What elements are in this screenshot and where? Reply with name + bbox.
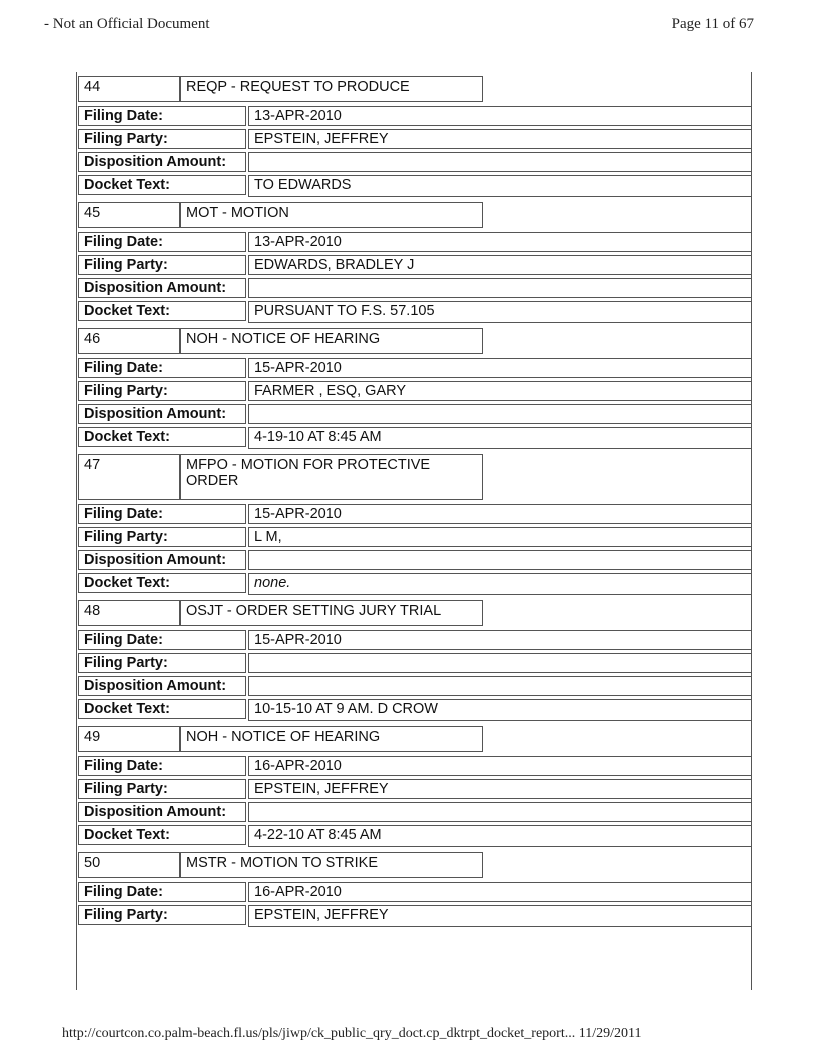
filing-date-label: Filing Date: <box>78 630 246 650</box>
disposition-amount-row <box>78 676 752 696</box>
docket-text-row <box>78 825 752 847</box>
docket-text-label: Docket Text: <box>78 573 246 593</box>
entry-type: NOH - NOTICE OF HEARING <box>180 726 483 752</box>
filing-date-value: 15-APR-2010 <box>248 630 752 650</box>
disposition-amount-label: Disposition Amount: <box>78 802 246 822</box>
docket-text-value: 4-19-10 AT 8:45 AM <box>248 427 752 449</box>
filing-party-label: Filing Party: <box>78 905 246 925</box>
filing-party-label: Filing Party: <box>78 129 246 149</box>
filing-date-value: 16-APR-2010 <box>248 882 752 902</box>
entry-number: 44 <box>78 76 180 102</box>
filing-date-label: Filing Date: <box>78 756 246 776</box>
docket-entry <box>78 726 752 847</box>
docket-entry <box>78 454 752 595</box>
entry-number: 46 <box>78 328 180 354</box>
docket-text-label: Docket Text: <box>78 427 246 447</box>
document-disclaimer: - Not an Official Document <box>44 16 210 32</box>
disposition-amount-row <box>78 152 752 172</box>
filing-date-value: 15-APR-2010 <box>248 504 752 524</box>
filing-date-row <box>78 232 752 252</box>
docket-text-row <box>78 699 752 721</box>
disposition-amount-value <box>248 278 752 298</box>
filing-date-row <box>78 630 752 650</box>
docket-text-value: 4-22-10 AT 8:45 AM <box>248 825 752 847</box>
filing-date-label: Filing Date: <box>78 882 246 902</box>
disposition-amount-label: Disposition Amount: <box>78 676 246 696</box>
filing-date-value: 13-APR-2010 <box>248 106 752 126</box>
entry-header <box>78 202 752 228</box>
disposition-amount-value <box>248 550 752 570</box>
docket-text-value: PURSUANT TO F.S. 57.105 <box>248 301 752 323</box>
docket-entry <box>78 202 752 323</box>
entry-header <box>78 76 752 102</box>
filing-date-value: 15-APR-2010 <box>248 358 752 378</box>
entry-type: OSJT - ORDER SETTING JURY TRIAL <box>180 600 483 626</box>
filing-date-label: Filing Date: <box>78 106 246 126</box>
docket-text-row <box>78 573 752 595</box>
docket-text-label: Docket Text: <box>78 699 246 719</box>
filing-party-label: Filing Party: <box>78 255 246 275</box>
filing-party-row <box>78 905 752 927</box>
entry-header <box>78 600 752 626</box>
disposition-amount-row <box>78 278 752 298</box>
filing-party-row <box>78 255 752 275</box>
entry-type: MSTR - MOTION TO STRIKE <box>180 852 483 878</box>
entry-type: MOT - MOTION <box>180 202 483 228</box>
filing-date-row <box>78 504 752 524</box>
docket-text-row <box>78 175 752 197</box>
disposition-amount-label: Disposition Amount: <box>78 152 246 172</box>
entry-number: 48 <box>78 600 180 626</box>
disposition-amount-value <box>248 802 752 822</box>
docket-entry <box>78 600 752 721</box>
docket-text-value: 10-15-10 AT 9 AM. D CROW <box>248 699 752 721</box>
filing-date-row <box>78 756 752 776</box>
entry-header <box>78 454 752 500</box>
docket-text-label: Docket Text: <box>78 175 246 195</box>
filing-date-row <box>78 882 752 902</box>
docket-text-value: none. <box>248 573 752 595</box>
docket-text-value: TO EDWARDS <box>248 175 752 197</box>
filing-date-value: 16-APR-2010 <box>248 756 752 776</box>
page-number: Page 11 of 67 <box>671 16 754 32</box>
filing-party-row <box>78 129 752 149</box>
filing-party-row <box>78 779 752 799</box>
filing-date-label: Filing Date: <box>78 504 246 524</box>
disposition-amount-value <box>248 152 752 172</box>
docket-text-label: Docket Text: <box>78 301 246 321</box>
filing-party-row <box>78 381 752 401</box>
docket-text-row <box>78 301 752 323</box>
entry-number: 47 <box>78 454 180 500</box>
filing-party-value: FARMER , ESQ, GARY <box>248 381 752 401</box>
disposition-amount-row <box>78 404 752 424</box>
filing-party-value: EPSTEIN, JEFFREY <box>248 129 752 149</box>
entry-number: 45 <box>78 202 180 228</box>
disposition-amount-value <box>248 404 752 424</box>
docket-text-row <box>78 427 752 449</box>
left-margin-rule <box>76 72 77 990</box>
filing-party-value: EPSTEIN, JEFFREY <box>248 905 752 927</box>
filing-party-label: Filing Party: <box>78 779 246 799</box>
entry-header <box>78 726 752 752</box>
filing-party-label: Filing Party: <box>78 527 246 547</box>
source-url: http://courtcon.co.palm-beach.fl.us/pls/jiwp/ck_public_qry_doct.cp_dktrpt_docket_report... 11/29/2011 <box>62 1026 642 1041</box>
filing-date-label: Filing Date: <box>78 232 246 252</box>
entry-type: NOH - NOTICE OF HEARING <box>180 328 483 354</box>
docket-entry <box>78 852 752 927</box>
filing-date-value: 13-APR-2010 <box>248 232 752 252</box>
filing-party-label: Filing Party: <box>78 381 246 401</box>
filing-party-row <box>78 653 752 673</box>
filing-party-row <box>78 527 752 547</box>
disposition-amount-value <box>248 676 752 696</box>
docket-text-label: Docket Text: <box>78 825 246 845</box>
entry-type: REQP - REQUEST TO PRODUCE <box>180 76 483 102</box>
filing-date-row <box>78 106 752 126</box>
filing-date-label: Filing Date: <box>78 358 246 378</box>
entry-header <box>78 328 752 354</box>
entry-number: 49 <box>78 726 180 752</box>
disposition-amount-row <box>78 802 752 822</box>
filing-party-value <box>248 653 752 673</box>
filing-party-value: EPSTEIN, JEFFREY <box>248 779 752 799</box>
docket-entry <box>78 76 752 197</box>
entry-number: 50 <box>78 852 180 878</box>
disposition-amount-label: Disposition Amount: <box>78 278 246 298</box>
filing-party-value: L M, <box>248 527 752 547</box>
filing-party-label: Filing Party: <box>78 653 246 673</box>
entry-header <box>78 852 752 878</box>
docket-entry <box>78 328 752 449</box>
disposition-amount-label: Disposition Amount: <box>78 404 246 424</box>
disposition-amount-label: Disposition Amount: <box>78 550 246 570</box>
docket-entries <box>78 76 752 932</box>
disposition-amount-row <box>78 550 752 570</box>
entry-type: MFPO - MOTION FOR PROTECTIVE ORDER <box>180 454 483 500</box>
filing-date-row <box>78 358 752 378</box>
filing-party-value: EDWARDS, BRADLEY J <box>248 255 752 275</box>
